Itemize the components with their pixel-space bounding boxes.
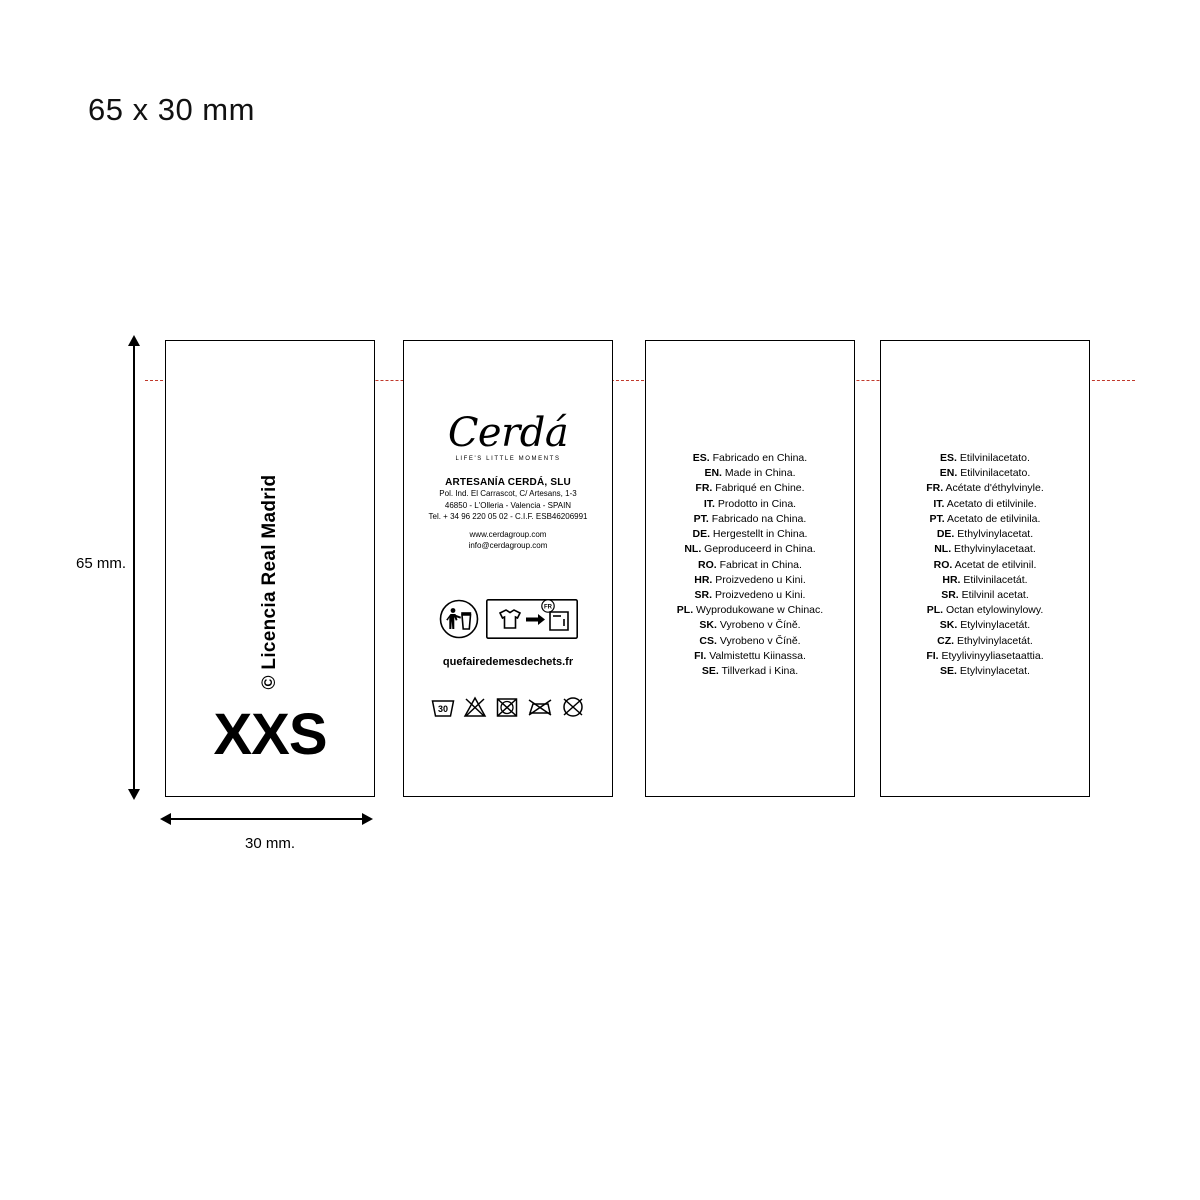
origin-code: ES. (692, 452, 710, 464)
origin-code: RO. (698, 558, 717, 571)
svg-text:30: 30 (437, 704, 449, 714)
material-code: DE. (936, 528, 955, 541)
origin-line: SE. Tillverkad i Kina. (701, 665, 799, 678)
origin-code: EN. (704, 467, 722, 480)
origin-line: PL. Wyprodukowane w Chinac. (676, 604, 824, 617)
origin-line: DE. Hergestellt in China. (692, 528, 808, 541)
origin-code: NL. (684, 543, 702, 556)
material-language-list (887, 451, 1083, 679)
material-line: DE. Ethylvinylacetat. (936, 528, 1034, 541)
material-line: RO. Acetat de etilvinil. (933, 558, 1037, 571)
material-code: EN. (939, 467, 958, 480)
material-line: SK. Etylvinylacetát. (939, 619, 1031, 632)
origin-code: SE. (701, 665, 719, 678)
height-dimension-label: 65 mm. (76, 555, 127, 572)
material-line: IT. Acetato di etilvinile. (933, 497, 1037, 510)
origin-code: PL. (676, 604, 694, 617)
triman-icon (439, 599, 479, 639)
origin-code: DE. (692, 528, 711, 541)
no-dry-clean-icon (561, 696, 585, 718)
width-dimension-arrow (170, 818, 363, 820)
no-iron-icon (527, 696, 553, 718)
page-title: 65 x 30 mm (88, 92, 255, 127)
label-panel-material (880, 340, 1090, 797)
material-code: CZ. (937, 634, 955, 647)
material-line: FI. Etyylivinyyliasetaattia. (926, 649, 1044, 662)
company-address-line-2: 46850 - L'Olleria - Valencia - SPAIN (444, 500, 572, 510)
material-code: RO. (933, 558, 953, 571)
material-code: FR. (926, 482, 944, 495)
width-dimension-label: 30 mm. (245, 835, 296, 852)
license-text: © Licencia Real Madrid (259, 474, 280, 690)
material-line: ES. Etilvinilacetato. (940, 452, 1030, 464)
material-code: PL. (926, 604, 944, 617)
textile-recycle-box-icon (486, 599, 578, 639)
origin-line: RO. Fabricat in China. (698, 558, 802, 571)
wash-30-icon (431, 696, 455, 718)
recycle-url-text: quefairedemesdechets.fr (442, 656, 574, 668)
material-code: ES. (940, 452, 957, 464)
origin-line: SK. Vyrobeno v Číně. (699, 619, 801, 632)
company-phone-line: Tel. + 34 96 220 05 02 - C.I.F. ESB46206991 (428, 512, 588, 522)
label-panel-brand (403, 340, 613, 797)
material-code: PT. (929, 512, 945, 525)
brand-tagline: LIFE'S LITTLE MOMENTS (455, 456, 561, 462)
origin-code: IT. (703, 497, 715, 510)
origin-line: PT. Fabricado na China. (693, 512, 807, 525)
label-panel-origin (645, 340, 855, 797)
material-code: SE. (940, 665, 957, 678)
material-code: SK. (939, 619, 958, 632)
no-bleach-icon (463, 696, 487, 718)
origin-line: ES. Fabricado en China. (692, 452, 808, 464)
origin-line: FR. Fabriqué en Chine. (695, 482, 805, 495)
material-line: EN. Etilvinilacetato. (939, 467, 1031, 480)
origin-code: SR. (694, 588, 713, 601)
no-tumble-dry-icon (495, 696, 519, 718)
material-code: SR. (941, 588, 959, 601)
size-text: XXS (213, 702, 327, 767)
material-code: NL. (934, 543, 952, 556)
material-line: CZ. Ethylvinylacetát. (937, 634, 1033, 647)
triman-recycling-group (404, 599, 612, 639)
brand-name: Cerdá (447, 410, 569, 456)
material-line: SR. Etilvinil acetat. (941, 588, 1029, 601)
material-line: FR. Acétate d'éthylvinyle. (926, 482, 1044, 495)
material-line: PT. Acetato de etilvinila. (929, 512, 1041, 525)
material-line: NL. Ethylvinylacetaat. (934, 543, 1036, 556)
origin-code: CS. (699, 634, 717, 647)
origin-line: HR. Proizvedeno u Kini. (694, 573, 806, 586)
origin-line: SR. Proizvedeno u Kini. (694, 588, 806, 601)
material-line: SE. Etylvinylacetat. (940, 665, 1030, 678)
company-website: www.cerdagroup.com (469, 529, 547, 539)
height-dimension-arrow (133, 345, 135, 790)
brand-block (404, 410, 612, 552)
origin-line: NL. Geproduceerd in China. (684, 543, 816, 556)
origin-code: HR. (694, 573, 713, 586)
material-code: HR. (942, 573, 961, 586)
origin-line: IT. Prodotto in Cina. (703, 497, 797, 510)
origin-code: FI. (694, 649, 707, 662)
material-line: PL. Octan etylowinylowy. (926, 604, 1044, 617)
origin-code: SK. (699, 619, 717, 632)
material-code: IT. (933, 497, 945, 510)
origin-language-list (652, 451, 848, 679)
company-address-line-1: Pol. Ind. El Carrascot, C/ Artesans, 1-3 (439, 489, 577, 498)
origin-line: EN. Made in China. (704, 467, 796, 480)
origin-code: FR. (695, 482, 713, 495)
origin-line: FI. Valmistettu Kiinassa. (694, 649, 806, 662)
origin-code: PT. (693, 512, 709, 525)
company-email: info@cerdagroup.com (468, 541, 548, 551)
care-symbols-row (404, 696, 612, 718)
material-code: FI. (926, 649, 939, 662)
svg-text:FR: FR (543, 604, 552, 611)
origin-line: CS. Vyrobeno v Číně. (699, 634, 801, 647)
material-line: HR. Etilvinilacetát. (942, 573, 1028, 586)
label-panel-size (165, 340, 375, 797)
company-name: ARTESANÍA CERDÁ, SLU (445, 477, 571, 488)
